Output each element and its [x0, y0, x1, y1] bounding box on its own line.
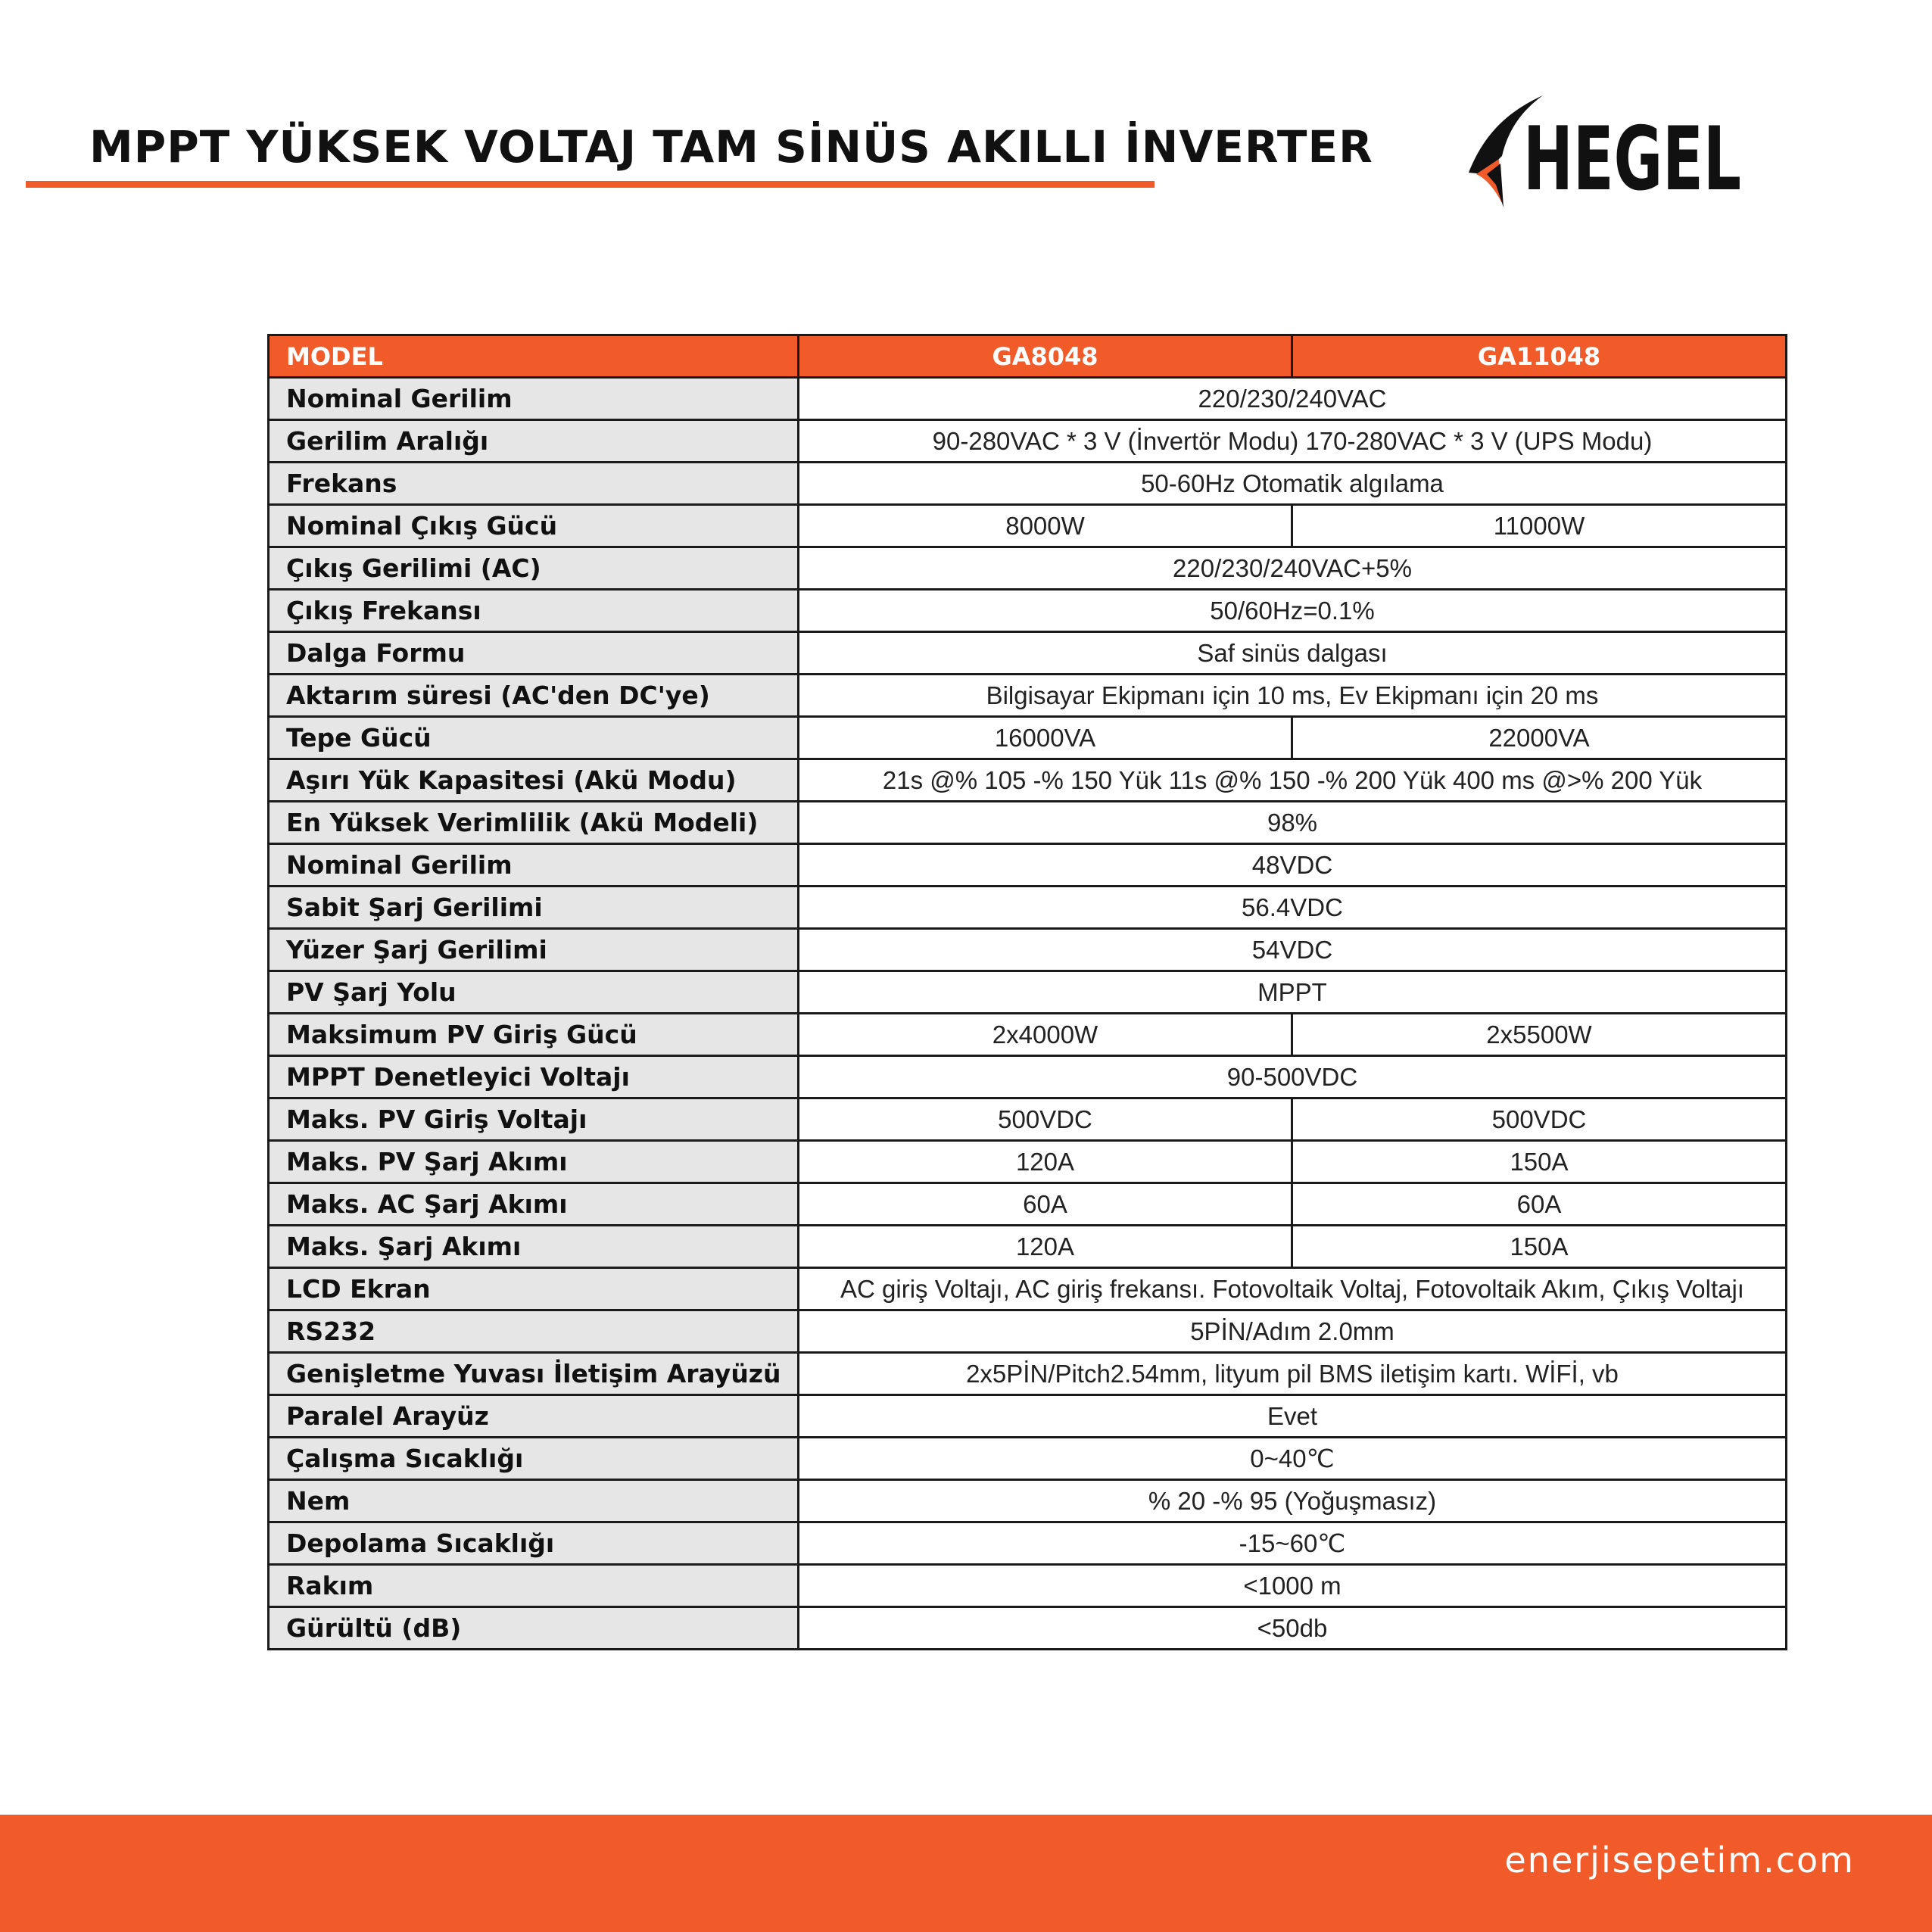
row-value: Bilgisayar Ekipmanı için 10 ms, Ev Ekipmanı için 20 ms	[799, 675, 1787, 717]
row-value-ga8048: 120A	[799, 1141, 1292, 1183]
row-value: MPPT	[799, 971, 1787, 1014]
row-value: % 20 -% 95 (Yoğuşmasız)	[799, 1480, 1787, 1522]
row-value-ga8048: 120A	[799, 1226, 1292, 1268]
table-row	[269, 1480, 1787, 1522]
row-label: Maks. AC Şarj Akımı	[269, 1183, 799, 1226]
table-row	[269, 463, 1787, 505]
row-value-ga8048: 60A	[799, 1183, 1292, 1226]
row-label: Frekans	[269, 463, 799, 505]
row-label: PV Şarj Yolu	[269, 971, 799, 1014]
table-row	[269, 929, 1787, 971]
table-row	[269, 717, 1787, 759]
row-value: <50db	[799, 1607, 1787, 1650]
table-row	[269, 378, 1787, 420]
row-label: Sabit Şarj Gerilimi	[269, 887, 799, 929]
row-label: Nominal Gerilim	[269, 378, 799, 420]
spec-table-body	[269, 378, 1787, 1650]
row-value: 220/230/240VAC+5%	[799, 547, 1787, 590]
row-value: <1000 m	[799, 1565, 1787, 1607]
table-row	[269, 1141, 1787, 1183]
row-value: 48VDC	[799, 844, 1787, 887]
row-value-ga11048: 2x5500W	[1292, 1014, 1787, 1056]
row-label: Gürültü (dB)	[269, 1607, 799, 1650]
row-value: 56.4VDC	[799, 887, 1787, 929]
table-row	[269, 1522, 1787, 1565]
table-row	[269, 1395, 1787, 1438]
row-value: Saf sinüs dalgası	[799, 632, 1787, 675]
row-label: Maksimum PV Giriş Gücü	[269, 1014, 799, 1056]
row-value-ga8048: 8000W	[799, 505, 1292, 547]
row-value: 0~40℃	[799, 1438, 1787, 1480]
row-label: Nem	[269, 1480, 799, 1522]
row-label: Gerilim Aralığı	[269, 420, 799, 463]
table-row	[269, 887, 1787, 929]
row-label: Maks. Şarj Akımı	[269, 1226, 799, 1268]
table-row	[269, 1014, 1787, 1056]
row-label: Maks. PV Giriş Voltajı	[269, 1098, 799, 1141]
page-title: MPPT YÜKSEK VOLTAJ TAM SİNÜS AKILLI İNVERTER	[89, 121, 1373, 173]
table-row	[269, 759, 1787, 802]
table-row	[269, 505, 1787, 547]
row-value: 90-500VDC	[799, 1056, 1787, 1098]
row-label: Rakım	[269, 1565, 799, 1607]
table-row	[269, 971, 1787, 1014]
row-value-ga8048: 500VDC	[799, 1098, 1292, 1141]
row-value: 90-280VAC * 3 V (İnvertör Modu) 170-280VAC * 3 V (UPS Modu)	[799, 420, 1787, 463]
row-value: 98%	[799, 802, 1787, 844]
footer-url: enerjisepetim.com	[1504, 1840, 1855, 1881]
row-value-ga11048: 22000VA	[1292, 717, 1787, 759]
table-row	[269, 1226, 1787, 1268]
header-ga8048: GA8048	[799, 335, 1292, 378]
table-row	[269, 675, 1787, 717]
row-value-ga11048: 150A	[1292, 1226, 1787, 1268]
hegel-logo	[1454, 89, 1802, 210]
table-row	[269, 590, 1787, 632]
table-row	[269, 1098, 1787, 1141]
row-value: 21s @% 105 -% 150 Yük 11s @% 150 -% 200 Yük 400 ms @>% 200 Yük	[799, 759, 1787, 802]
row-value-ga8048: 16000VA	[799, 717, 1292, 759]
row-value: 50/60Hz=0.1%	[799, 590, 1787, 632]
row-label: Dalga Formu	[269, 632, 799, 675]
row-value-ga8048: 2x4000W	[799, 1014, 1292, 1056]
table-row	[269, 1607, 1787, 1650]
row-label: Paralel Arayüz	[269, 1395, 799, 1438]
row-label: LCD Ekran	[269, 1268, 799, 1310]
table-row	[269, 1183, 1787, 1226]
row-label: Tepe Gücü	[269, 717, 799, 759]
title-underline	[26, 181, 1155, 188]
table-header-row	[269, 335, 1787, 378]
row-label: Maks. PV Şarj Akımı	[269, 1141, 799, 1183]
row-label: Çalışma Sıcaklığı	[269, 1438, 799, 1480]
table-row	[269, 1438, 1787, 1480]
row-label: MPPT Denetleyici Voltajı	[269, 1056, 799, 1098]
table-row	[269, 1268, 1787, 1310]
row-label: En Yüksek Verimlilik (Akü Modeli)	[269, 802, 799, 844]
table-row	[269, 802, 1787, 844]
table-row	[269, 1353, 1787, 1395]
row-label: Aktarım süresi (AC'den DC'ye)	[269, 675, 799, 717]
table-row	[269, 1310, 1787, 1353]
row-value-ga11048: 11000W	[1292, 505, 1787, 547]
row-value-ga11048: 60A	[1292, 1183, 1787, 1226]
row-value: 50-60Hz Otomatik algılama	[799, 463, 1787, 505]
row-label: RS232	[269, 1310, 799, 1353]
row-value-ga11048: 150A	[1292, 1141, 1787, 1183]
row-label: Genişletme Yuvası İletişim Arayüzü	[269, 1353, 799, 1395]
row-value: AC giriş Voltajı, AC giriş frekansı. Fotovoltaik Voltaj, Fotovoltaik Akım, Çıkış Voltajı	[799, 1268, 1787, 1310]
row-label: Depolama Sıcaklığı	[269, 1522, 799, 1565]
table-row	[269, 1565, 1787, 1607]
header-model: MODEL	[269, 335, 799, 378]
row-label: Çıkış Frekansı	[269, 590, 799, 632]
row-value: 220/230/240VAC	[799, 378, 1787, 420]
row-label: Nominal Çıkış Gücü	[269, 505, 799, 547]
logo-text: HEGEL	[1523, 108, 1741, 210]
table-row	[269, 844, 1787, 887]
row-value: 5PİN/Adım 2.0mm	[799, 1310, 1787, 1353]
spec-table	[267, 334, 1787, 1650]
row-label: Yüzer Şarj Gerilimi	[269, 929, 799, 971]
row-value: -15~60℃	[799, 1522, 1787, 1565]
row-value-ga11048: 500VDC	[1292, 1098, 1787, 1141]
row-label: Çıkış Gerilimi (AC)	[269, 547, 799, 590]
table-row	[269, 547, 1787, 590]
row-value: Evet	[799, 1395, 1787, 1438]
row-label: Aşırı Yük Kapasitesi (Akü Modu)	[269, 759, 799, 802]
table-row	[269, 420, 1787, 463]
header-ga11048: GA11048	[1292, 335, 1787, 378]
table-row	[269, 632, 1787, 675]
row-value: 54VDC	[799, 929, 1787, 971]
row-value: 2x5PİN/Pitch2.54mm, lityum pil BMS iletişim kartı. WİFİ, vb	[799, 1353, 1787, 1395]
table-row	[269, 1056, 1787, 1098]
row-label: Nominal Gerilim	[269, 844, 799, 887]
